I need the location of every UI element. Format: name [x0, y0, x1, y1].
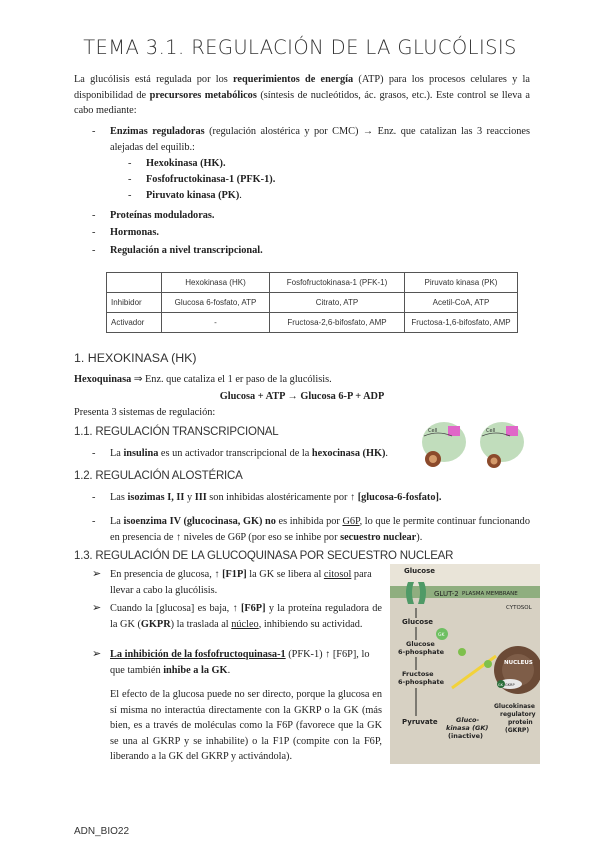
cell-graphic-left [422, 422, 466, 467]
sub-item-pfk: Fosfofructokinasa-1 (PFK-1). [146, 174, 276, 185]
item-bold: isoenzima IV (glucocinasa, GK) no [123, 516, 276, 527]
item-text: y la proteína reguladora de la GK ( [110, 603, 383, 630]
f6p-item [110, 601, 382, 632]
item-bold: GKPR [140, 618, 171, 630]
intro-paragraph [74, 72, 530, 119]
item-text: Cuando la [glucosa] es baja, ↑ [110, 603, 241, 614]
label-f6p-line1: Fructose [402, 670, 434, 678]
sub-item-pk: Piruvato kinasa (PK). [146, 190, 242, 201]
item-text: ). [416, 531, 423, 543]
item-text: ) la traslada al [170, 618, 232, 630]
label-glut2: GLUT-2 [434, 590, 459, 598]
list-dash: - [128, 174, 132, 185]
list-item-proteinas: Proteínas moduladoras. [110, 210, 215, 221]
glucose-effect-paragraph: El efecto de la glucosa puede no ser directo, porque la glucosa en sí misma no interactúa directamente con la GKRP o la GK (más bien, es a través de moléculas como la F6P (favorece que la GK se una al GKRP y se inhabilite) o la F1P (compite con la F6P, liberando a la GK del GKRP y activándola). [110, 689, 382, 763]
table-cell: Citrato, ATP [270, 293, 405, 313]
systems-intro: Presenta 3 sistemas de regulación: [74, 407, 216, 418]
item-bold: secuestro nuclear [340, 531, 417, 543]
plus-icon [458, 648, 466, 656]
label-gkrp-line4: (GKRP) [505, 727, 530, 734]
item-underline: núcleo [231, 618, 259, 630]
item-text: . [385, 448, 388, 459]
table-cell: - [162, 313, 270, 333]
cell-label-left: Cell [428, 428, 438, 434]
table-row-header: Activador [107, 313, 162, 333]
list-item-text: (regulación alostérica y por CMC) → Enz. que catalizan las 3 reacciones alejadas del equilib.: [110, 126, 530, 153]
item-text: Las [110, 492, 128, 503]
sub-item-hk: Hexokinasa (HK). [146, 158, 226, 169]
intro-text: La glucólisis está regulada por los [74, 74, 234, 85]
label-glucose-top: Glucose [404, 567, 436, 575]
subsection-heading: 1.1. REGULACIÓN TRANSCRIPCIONAL [74, 426, 279, 438]
cell-graphic-right [480, 422, 524, 468]
label-glucose: Glucose [402, 618, 434, 626]
list-item-enzimas [110, 124, 530, 155]
label-gk-inactive: GK [498, 683, 504, 687]
list-dash: - [128, 190, 132, 201]
subsection-heading: 1.3. REGULACIÓN DE LA GLUCOQUINASA POR SECUESTRO NUCLEAR [74, 550, 454, 562]
table-header-cell: Hexokinasa (HK) [162, 273, 270, 293]
table-row-header: Inhibidor [107, 293, 162, 313]
item-underline: G6P [342, 516, 360, 527]
table-cell: Fructosa-1,6-bifosfato, AMP [405, 313, 518, 333]
arrow-bullet: ➢ [92, 648, 102, 660]
label-gk-line2: kinasa (GK) [446, 724, 489, 732]
table-row [107, 313, 518, 333]
item-text: , lo que le permite continuar funcionando en presencia de ↑ niveles de G6P (por eso se inhibe por [110, 516, 530, 543]
list-dash: - [128, 158, 132, 169]
cell-label-right: Cell [486, 428, 496, 434]
list-item-hormonas: Hormonas. [110, 227, 159, 238]
hexoquinasa-definition [74, 372, 530, 388]
page-title: TEMA 3.1. REGULACIÓN DE LA GLUCÓLISIS [83, 36, 517, 59]
table-row [107, 293, 518, 313]
plus-icon [484, 660, 492, 668]
table-header-row [107, 273, 518, 293]
item-text: La [110, 448, 124, 459]
item-bold: isozimas I, II [127, 492, 185, 503]
intro-bold: requerimientos de energía [233, 74, 354, 85]
item-text: es un activador transcripcional de la [158, 448, 312, 459]
label-pyruvate: Pyruvate [402, 718, 438, 726]
label-gk-active: GK [438, 633, 445, 638]
item-bold: insulina [123, 448, 159, 459]
list-item-bold: Enzimas reguladoras [110, 126, 205, 137]
list-dash: - [92, 126, 96, 137]
label-nucleus: NUCLEUS [504, 660, 533, 666]
item-bold: [F1P] [222, 569, 247, 580]
insulina-item [110, 446, 388, 462]
definition-term: Hexoquinasa [74, 374, 132, 385]
item-text: La [110, 516, 124, 527]
list-dash: - [92, 210, 96, 221]
label-gkrp-complex: GKRP [505, 683, 515, 687]
label-g6p-line1: Glucose [406, 640, 435, 648]
list-dash: - [92, 516, 96, 527]
item-bold: La inhibición de la fosfofructoquinasa-1 [110, 649, 286, 660]
regulation-table [106, 272, 518, 333]
item-bold: inhibe a la GK [163, 664, 228, 676]
isozimas-item [110, 490, 442, 506]
item-text: . [227, 664, 231, 676]
pfk1-item [110, 647, 382, 678]
item-text: y [184, 492, 195, 503]
item-text: es inhibida por [275, 516, 343, 527]
intro-text: (síntesis de nucleótidos, ác. grasos, etc.). Este control se lleva a cabo mediante: [74, 89, 530, 117]
item-bold: hexocinasa (HK) [311, 448, 386, 459]
label-gkrp-line1: Glucokinase [494, 703, 535, 710]
sub-item-pk-label: Piruvato kinasa (PK) [146, 190, 240, 201]
label-membrane: PLASMA MEMBRANE [462, 591, 518, 597]
item-text: son inhibidas alostéricamente por [206, 492, 350, 503]
label-gkrp-line2: regulatory [500, 711, 536, 718]
label-cytosol: CYTOSOL [506, 605, 532, 611]
table-header-cell [107, 273, 162, 293]
list-dash: - [92, 245, 96, 256]
list-dash: - [92, 227, 96, 238]
list-dash: - [92, 448, 96, 459]
item-text: , inhibiendo su actividad. [258, 618, 363, 630]
section-heading: 1. HEXOKINASA (HK) [74, 351, 197, 365]
item-bold: III [194, 492, 207, 503]
arrow-bullet: ➢ [92, 602, 102, 614]
footer-label: ADN_BIO22 [74, 826, 130, 837]
item-bold: [F6P] [240, 603, 266, 614]
label-f6p-line2: 6-phosphate [398, 678, 445, 686]
arrow-bullet: ➢ [92, 568, 102, 580]
label-gkrp-line3: protein [508, 719, 533, 726]
definition-text: ⇒ Enz. que cataliza el 1 er paso de la glucólisis. [131, 374, 332, 385]
item-text: En presencia de glucosa, ↑ [110, 569, 223, 580]
list-dash: - [92, 492, 96, 503]
item-underline: citosol [323, 569, 352, 580]
table-cell: Glucosa 6-fosfato, ATP [162, 293, 270, 313]
list-item-transcripcional: Regulación a nivel transcripcional. [110, 245, 263, 256]
label-g6p-line2: 6-phosphate [398, 648, 445, 656]
table-header-cell: Piruvato kinasa (PK) [405, 273, 518, 293]
isoenzima-iv-item [110, 514, 530, 545]
cell-illustration [418, 416, 528, 472]
intro-bold: precursores metabólicos [149, 89, 257, 101]
glucokinase-figure [390, 564, 540, 764]
label-gk-line3: (inactive) [448, 732, 484, 740]
intro-text: (ATP) para los procesos celulares y la disponibilidad de [74, 74, 530, 101]
subsection-heading: 1.2. REGULACIÓN ALOSTÉRICA [74, 470, 243, 482]
item-bold: ↑ [glucosa-6-fosfato]. [349, 492, 442, 503]
reaction-equation: Glucosa + ATP → Glucosa 6-P + ADP [219, 391, 385, 402]
table-cell: Acetil-CoA, ATP [405, 293, 518, 313]
label-gk-line1: Gluco- [456, 716, 480, 724]
f1p-item [110, 567, 382, 598]
item-text: (PFK-1) ↑ [F6P], lo que también [110, 649, 370, 676]
table-cell: Fructosa-2,6-bifosfato, AMP [270, 313, 405, 333]
item-text: para llevar a cabo la glucólisis. [110, 569, 372, 596]
table-header-cell: Fosfofructokinasa-1 (PFK-1) [270, 273, 405, 293]
item-text: la GK se libera al [246, 569, 324, 580]
